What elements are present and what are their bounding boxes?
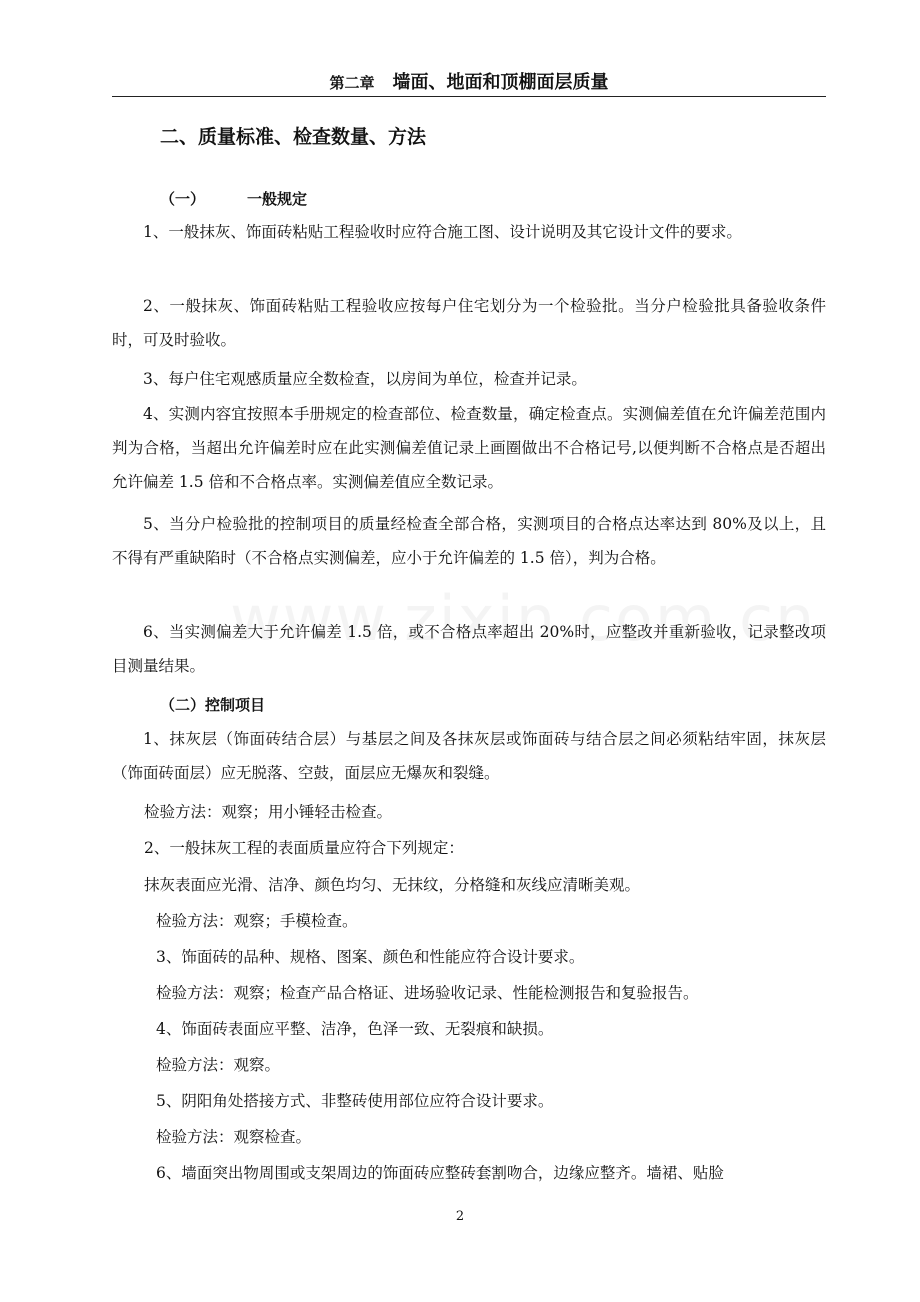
control-method-3: 检验方法：观察；检查产品合格证、进场验收记录、性能检测报告和复验报告。 bbox=[156, 984, 699, 1002]
chapter-header bbox=[112, 68, 826, 97]
control-method-4: 检验方法：观察。 bbox=[156, 1056, 281, 1074]
control-item-2: 2、一般抹灰工程的表面质量应符合下列规定： bbox=[144, 839, 464, 857]
chapter-number: 第二章 bbox=[329, 74, 375, 92]
chapter-header-text bbox=[112, 68, 826, 94]
general-item-2: 2、一般抹灰、饰面砖粘贴工程验收应按每户住宅划分为一个检验批。当分户检验批具备验收条件时，可及时验收。 bbox=[112, 297, 826, 349]
control-item-4: 4、饰面砖表面应平整、洁净，色泽一致、无裂痕和缺损。 bbox=[156, 1020, 554, 1038]
general-item-5: 5、当分户检验批的控制项目的质量经检查全部合格，实测项目的合格点达率达到 80%及以上，且不得有严重缺陷时（不合格点实测偏差，应小于允许偏差的 1.5 倍），判为合格。 bbox=[112, 515, 826, 567]
section-title: 二、质量标准、检查数量、方法 bbox=[160, 126, 427, 148]
control-items-heading: （二）控制项目 bbox=[160, 696, 266, 714]
control-item-3: 3、饰面砖的品种、规格、图案、颜色和性能应符合设计要求。 bbox=[156, 948, 585, 966]
control-method-1: 检验方法：观察；用小锤轻击检查。 bbox=[144, 803, 393, 821]
general-item-4: 4、实测内容宜按照本手册规定的检查部位、检查数量，确定检查点。实测偏差值在允许偏差范围内判为合格，当超出允许偏差时应在此实测偏差值记录上画圈做出不合格记号,以便判断不合格点是否超出允许偏差 1.5 倍和不合格点率。实测偏差值应全数记录。 bbox=[112, 405, 826, 491]
chapter-title: 墙面、地面和顶棚面层质量 bbox=[392, 72, 609, 93]
control-item-1: 1、抹灰层（饰面砖结合层）与基层之间及各抹灰层或饰面砖与结合层之间必须粘结牢固，抹灰层（饰面砖面层）应无脱落、空鼓，面层应无爆灰和裂缝。 bbox=[112, 730, 826, 782]
page-number: 2 bbox=[455, 1209, 465, 1224]
general-rules-title: 一般规定 bbox=[247, 190, 308, 208]
general-item-6: 6、当实测偏差大于允许偏差 1.5 倍，或不合格点率超出 20%时，应整改并重新验收，记录整改项目测量结果。 bbox=[112, 623, 826, 675]
control-item-2-detail: 抹灰表面应光滑、洁净、颜色均匀、无抹纹，分格缝和灰线应清晰美观。 bbox=[144, 876, 641, 894]
control-item-6: 6、墙面突出物周围或支架周边的饰面砖应整砖套割吻合，边缘应整齐。墙裙、贴脸 bbox=[156, 1164, 724, 1182]
general-item-3: 3、每户住宅观感质量应全数检查，以房间为单位，检查并记录。 bbox=[143, 370, 587, 388]
control-item-5: 5、阴阳角处搭接方式、非整砖使用部位应符合设计要求。 bbox=[156, 1092, 554, 1110]
control-method-5: 检验方法：观察检查。 bbox=[156, 1128, 312, 1146]
general-rules-heading bbox=[160, 188, 307, 209]
general-rules-number: （一） bbox=[160, 190, 206, 208]
control-method-2: 检验方法：观察；手模检查。 bbox=[156, 912, 358, 930]
general-item-1: 1、一般抹灰、饰面砖粘贴工程验收时应符合施工图、设计说明及其它设计文件的要求。 bbox=[143, 223, 742, 241]
